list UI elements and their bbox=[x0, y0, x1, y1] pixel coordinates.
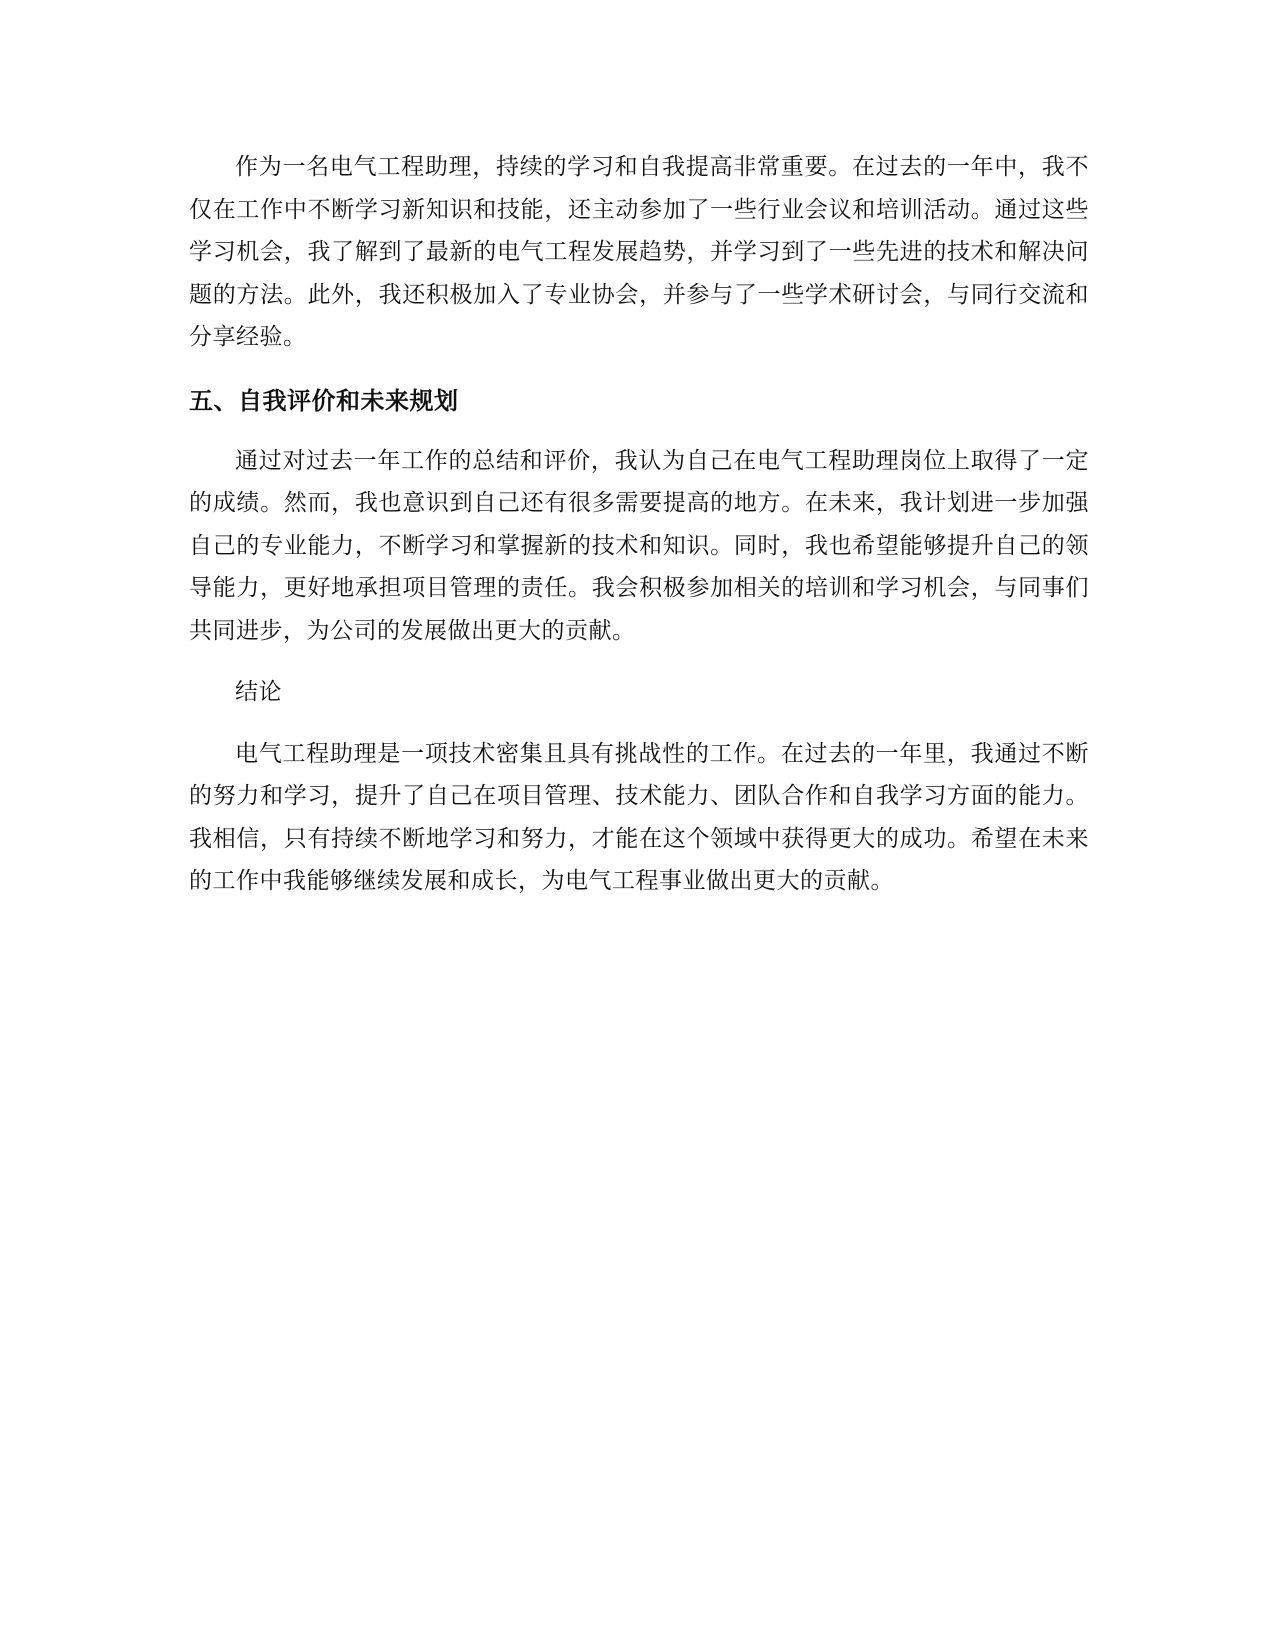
paragraph-self-evaluation: 通过对过去一年工作的总结和评价，我认为自己在电气工程助理岗位上取得了一定的成绩。然而，我也意识到自己还有很多需要提高的地方。在未来，我计划进一步加强自己的专业能力，不断学习和掌握新的技术和知识。同时，我也希望能够提升自己的领导能力，更好地承担项目管理的责任。我会积极参加相关的培训和学习机会，与同事们共同进步，为公司的发展做出更大的贡献。 bbox=[189, 447, 1089, 644]
paragraph-conclusion: 电气工程助理是一项技术密集且具有挑战性的工作。在过去的一年里，我通过不断的努力和学习，提升了自己在项目管理、技术能力、团队合作和自我学习方面的能力。我相信，只有持续不断地学习和努力，才能在这个领域中获得更大的成功。希望在未来的工作中我能够继续发展和成长，为电气工程事业做出更大的贡献。 bbox=[189, 740, 1089, 894]
section-heading-self-evaluation: 五、自我评价和未来规划 bbox=[189, 386, 459, 415]
conclusion-label: 结论 bbox=[235, 679, 282, 705]
paragraph-continuous-learning: 作为一名电气工程助理，持续的学习和自我提高非常重要。在过去的一年中，我不仅在工作中不断学习新知识和技能，还主动参加了一些行业会议和培训活动。通过这些学习机会，我了解到了最新的电气工程发展趋势，并学习到了一些先进的技术和解决问题的方法。此外，我还积极加入了专业协会，并参与了一些学术研讨会，与同行交流和分享经验。 bbox=[189, 154, 1089, 350]
document-body bbox=[189, 146, 1089, 903]
